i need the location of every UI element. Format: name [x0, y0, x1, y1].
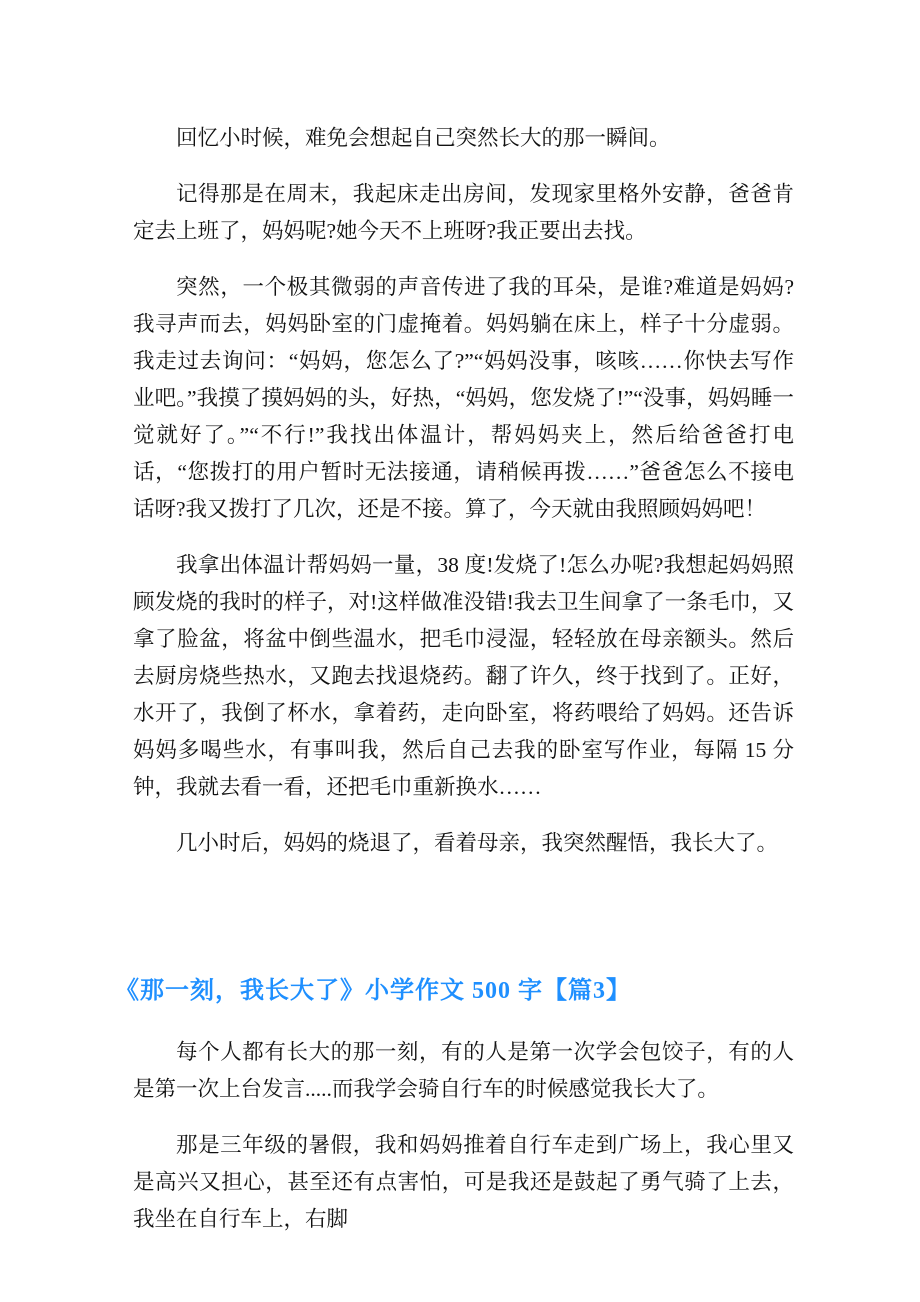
essay-paragraph: 回忆小时候，难免会想起自己突然长大的那一瞬间。: [176, 126, 671, 150]
essay-paragraph: 每个人都有长大的那一刻，有的人是第一次学会包饺子，有的人是第一次上台发言.....而我学会骑自行车的时候感觉我长大了。: [133, 1040, 794, 1101]
essay-paragraph: 几小时后，妈妈的烧退了，看着母亲，我突然醒悟，我长大了。: [176, 831, 779, 855]
essay-paragraph: 那是三年级的暑假，我和妈妈推着自行车走到广场上，我心里又是高兴又担心，甚至还有点害怕，可是我还是鼓起了勇气骑了上去，我坐在自行车上，右脚: [133, 1133, 794, 1231]
essay-paragraph: 我拿出体温计帮妈妈一量，38 度!发烧了!怎么办呢?我想起妈妈照顾发烧的我时的样子，对!这样做准没错!我去卫生间拿了一条毛巾，又拿了脸盆，将盆中倒些温水，把毛巾浸湿，轻轻放在母亲额头。然后去厨房烧些热水，又跑去找退烧药。翻了许久，终于找到了。正好，水开了，我倒了杯水，拿着药，走向卧室，将药喂给了妈妈。还告诉妈妈多喝些水，有事叫我，然后自己去我的卧室写作业，每隔 15 分钟，我就去看一看，还把毛巾重新换水……: [133, 553, 794, 799]
essay-paragraph: 突然，一个极其微弱的声音传进了我的耳朵，是谁?难道是妈妈?我寻声而去，妈妈卧室的门虚掩着。妈妈躺在床上，样子十分虚弱。我走过去询问：“妈妈，您怎么了?”“妈妈没事，咳咳……你快去写作业吧。”我摸了摸妈妈的头，好热，“妈妈，您发烧了!”“没事，妈妈睡一觉就好了。”“不行!”我找出体温计，帮妈妈夹上，然后给爸爸打电话，“您拨打的用户暂时无法接通，请稍候再拨……”爸爸怎么不接电话呀?我又拨打了几次，还是不接。算了，今天就由我照顾妈妈吧！: [133, 275, 794, 521]
essay-paragraph: 记得那是在周末，我起床走出房间，发现家里格外安静，爸爸肯定去上班了，妈妈呢?她今天不上班呀?我正要出去找。: [133, 182, 794, 243]
essay-part2-body: [133, 120, 794, 862]
section-heading-part3: 《那一刻，我长大了》小学作文 500 字【篇3】: [115, 978, 631, 1004]
essay-part3-body: [133, 1034, 794, 1238]
